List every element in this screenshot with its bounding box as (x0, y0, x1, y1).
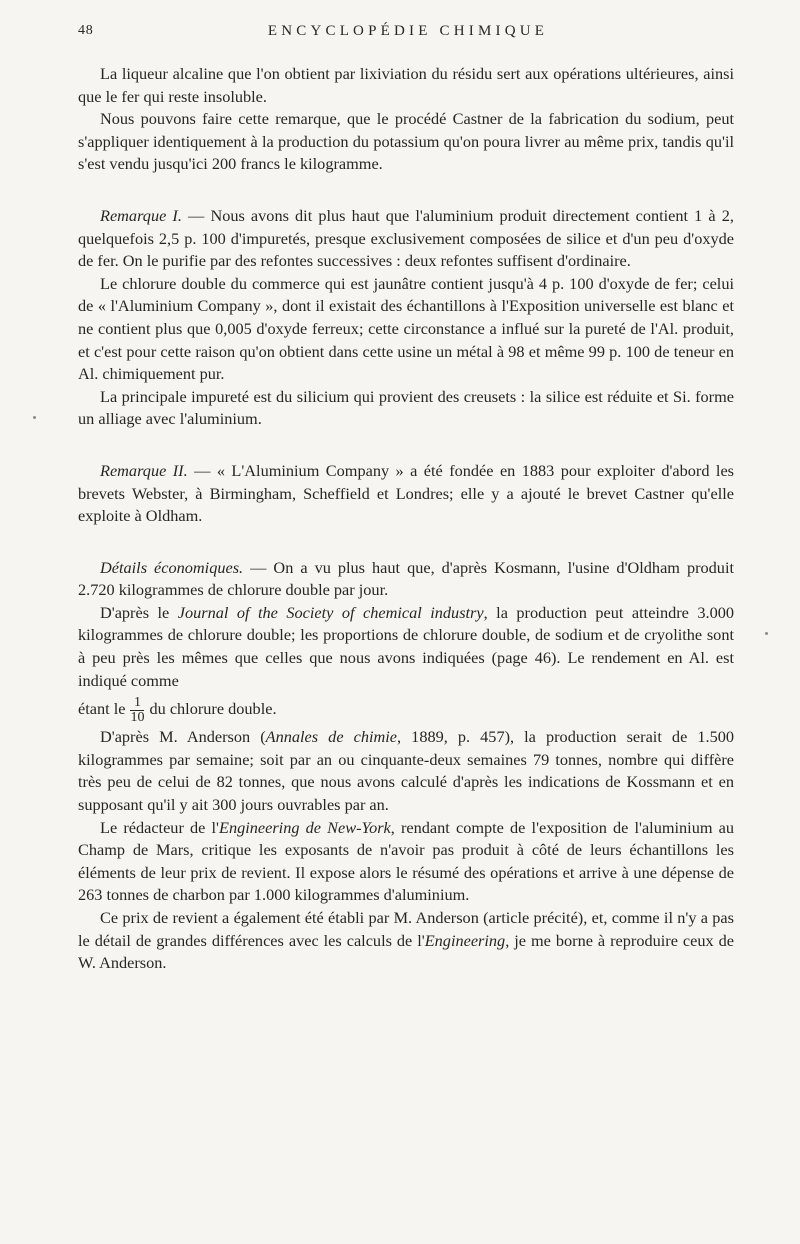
page-body (78, 63, 734, 975)
page-number: 48 (78, 23, 94, 38)
running-title: ENCYCLOPÉDIE CHIMIQUE (267, 23, 549, 39)
paragraph-anderson: D'après M. Anderson (Annales de chimie, 1889, p. 457), la production serait de 1.500 kilogrammes par semaine; soit par an ou cinquante-deux semaines 79 tonnes, nombre qui diffère très peu de celui de 82 tonnes, que nous avons calculé d'après les indications de Kossmann et en supposant qu'il y ait 300 jours ouvrables par an. (78, 727, 735, 815)
paragraph-lixiviation: La liqueur alcaline que l'on obtient par lixiviation du résidu sert aux opérations ultérieures, ainsi que le fer qui reste insoluble. (78, 64, 734, 106)
paragraph-remarque-1 (78, 205, 734, 273)
source-title: Annales de chimie (265, 727, 398, 747)
fraction-numerator: 1 (130, 696, 144, 711)
section-text: — On a vu plus haut que, d'après Kosmann, l'usine d'Oldham produit 2.720 kilogrammes de chlorure double par jour. (78, 557, 734, 600)
section-label: Détails économiques. (100, 557, 244, 577)
paragraph-chlorure-double: Le chlorure double du commerce qui est jaunâtre contient jusqu'à 4 p. 100 d'oxyde de fer; celui de « l'Aluminium Company », dont il existait des échantillons à l'Exposition universelle est blanc et ne contient plus que 0,005 d'oxyde ferreux; cette circonstance a influé sur la pureté de l'Al. produit, et c'est pour cette raison qu'on obtient dans cette usine un métal à 98 et même 99 p. 100 de teneur en Al. chimiquement pur. (78, 273, 734, 384)
remark-label: Remarque II. (100, 460, 188, 480)
paragraph-details-economiques (78, 557, 734, 602)
journal-title: Journal of the Society of chemical industry (177, 602, 484, 622)
paragraph-castner-remark: Nous pouvons faire cette remarque, que le procédé Castner de la fabrication du sodium, peut s'appliquer identiquement à la production du potassium qu'on poura livrer au même prix, tandis qu'il s'est vendu jusqu'ici 200 francs le kilogramme. (78, 109, 734, 174)
paper-speck (765, 632, 768, 635)
paragraph-journal-society: D'après le Journal of the Society of chemical industry, la production peut atteindre 3.000 kilogrammes de chlorure double; les proportions de chlorure double, de sodium et de cryolithe sont à peu près les mêmes que celles que nous avons indiquées (page 46). Le rendement en Al. est indiqué comme (78, 602, 734, 690)
paragraph-prix-revient: Ce prix de revient a également été établi par M. Anderson (article précité), et, comme il n'y a pas le détail de grandes différences avec les calculs de l'Engineering, je me borne à reproduire ceux de W. Anderson. (78, 908, 734, 973)
journal-title: Engineering (424, 930, 506, 950)
paragraph-remarque-2 (78, 460, 734, 528)
paper-speck (33, 416, 36, 419)
fraction-denominator: 10 (130, 710, 145, 726)
remark-label: Remarque I. (100, 205, 182, 225)
paragraph-engineering: Le rédacteur de l'Engineering de New-York, rendant compte de l'exposition de l'aluminium au Champ de Mars, critique les exposants de n'avoir pas produit à côté de leurs échantillons les éléments de leur prix de revient. Il expose alors le résumé des opérations et arrive à une dépense de 263 tonnes de charbon par 1.000 kilogrammes d'aluminium. (78, 817, 735, 905)
paragraph-impurete: La principale impureté est du silicium qui provient des creusets : la silice est réduite et Si. forme un alliage avec l'aluminium. (78, 386, 734, 429)
journal-title: Engineering de New-York (219, 817, 391, 837)
remark-text: — « L'Aluminium Company » a été fondée en 1883 pour exploiter d'abord les brevets Webster, à Birmingham, Scheffield et Londres; elle y a ajouté le brevet Castner qu'elle exploite à Oldham. (78, 460, 735, 526)
fraction (130, 696, 144, 725)
page-header (78, 23, 738, 45)
fraction-line: étant le $\frac{1}{10}$ du chlorure double. (78, 695, 277, 726)
remark-text: — Nous avons dit plus haut que l'aluminium produit directement contient 1 à 2, quelquefois 2,5 p. 100 d'impuretés, presque exclusivement composées de silice et d'un peu d'oxyde de fer. On le purifie par des refontes successives : deux refontes suffisent d'ordinaire. (78, 205, 734, 271)
